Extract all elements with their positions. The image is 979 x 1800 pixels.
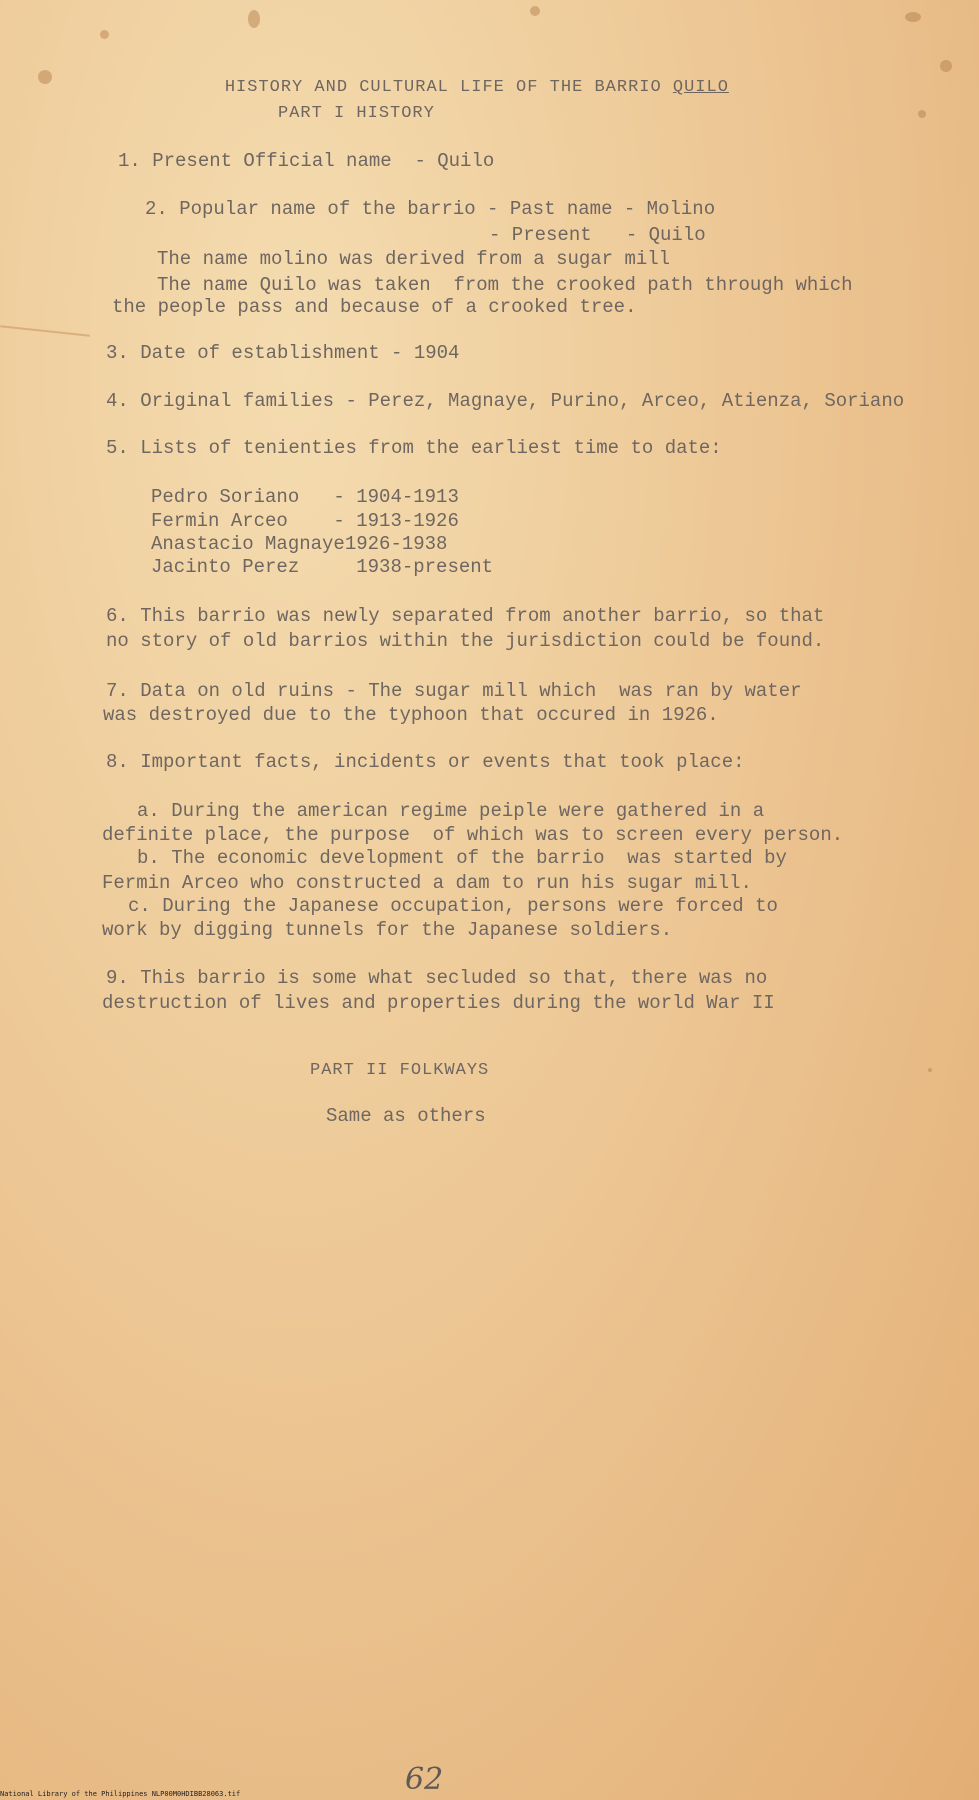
document-title: HISTORY AND CULTURAL LIFE OF THE BARRIO QUILO: [224, 78, 729, 97]
item-8b: b. The economic development of the barrio was started by: [137, 847, 787, 869]
item-2-molino-origin: The name molino was derived from a sugar mill: [157, 248, 671, 270]
item-6: 6. This barrio was newly separated from another barrio, so that: [106, 605, 825, 627]
teniente-row: Pedro Soriano - 1904-1913: [151, 486, 459, 508]
page-number: 62: [405, 1762, 444, 1797]
stain: [928, 1068, 932, 1072]
teniente-row: Anastacio Magnaye1926-1938: [151, 533, 448, 555]
stain: [38, 70, 52, 84]
item-6-cont: no story of old barrios within the jurisdiction could be found.: [106, 630, 825, 652]
stain: [918, 110, 926, 118]
item-8c-cont: work by digging tunnels for the Japanese soldiers.: [102, 919, 673, 941]
item-9-cont: destruction of lives and properties during the world War II: [102, 992, 775, 1014]
stain: [940, 60, 952, 72]
item-7: 7. Data on old ruins - The sugar mill which was ran by water: [106, 680, 802, 702]
item-3: 3. Date of establishment - 1904: [106, 342, 460, 364]
item-7-cont: was destroyed due to the typhoon that occured in 1926.: [103, 704, 719, 726]
stain: [530, 6, 540, 16]
folkways-text: Same as others: [326, 1105, 486, 1127]
archive-footer: National Library of the Philippines NLP00M0HDIBB28063.tif: [0, 1790, 241, 1798]
part-two-heading: PART II FOLKWAYS: [310, 1061, 490, 1080]
item-2: 2. Popular name of the barrio - Past name - Molino: [145, 198, 716, 220]
item-8a-cont: definite place, the purpose of which was to screen every person.: [102, 824, 844, 846]
item-2-quilo-origin-cont: the people pass and because of a crooked tree.: [112, 296, 637, 318]
item-1: 1. Present Official name - Quilo: [118, 150, 495, 172]
item-8c: c. During the Japanese occupation, persons were forced to: [128, 895, 778, 917]
part-one-heading: PART I HISTORY: [278, 104, 435, 123]
stain: [905, 12, 921, 22]
stain: [100, 30, 109, 39]
fold-crease: [0, 325, 90, 336]
item-9: 9. This barrio is some what secluded so that, there was no: [106, 967, 768, 989]
item-8b-cont: Fermin Arceo who constructed a dam to run his sugar mill.: [102, 872, 752, 894]
item-8: 8. Important facts, incidents or events that took place:: [106, 751, 745, 773]
item-2-quilo-origin: The name Quilo was taken from the crooked path through which: [157, 274, 853, 296]
stain: [248, 10, 260, 28]
teniente-row: Fermin Arceo - 1913-1926: [151, 510, 459, 532]
item-2-present: - Present - Quilo: [489, 224, 706, 246]
item-8a: a. During the american regime peiple were gathered in a: [137, 800, 765, 822]
teniente-row: Jacinto Perez 1938-present: [151, 556, 494, 578]
item-5: 5. Lists of tenienties from the earliest time to date:: [106, 437, 722, 459]
item-4: 4. Original families - Perez, Magnaye, Purino, Arceo, Atienza, Soriano: [106, 390, 905, 412]
